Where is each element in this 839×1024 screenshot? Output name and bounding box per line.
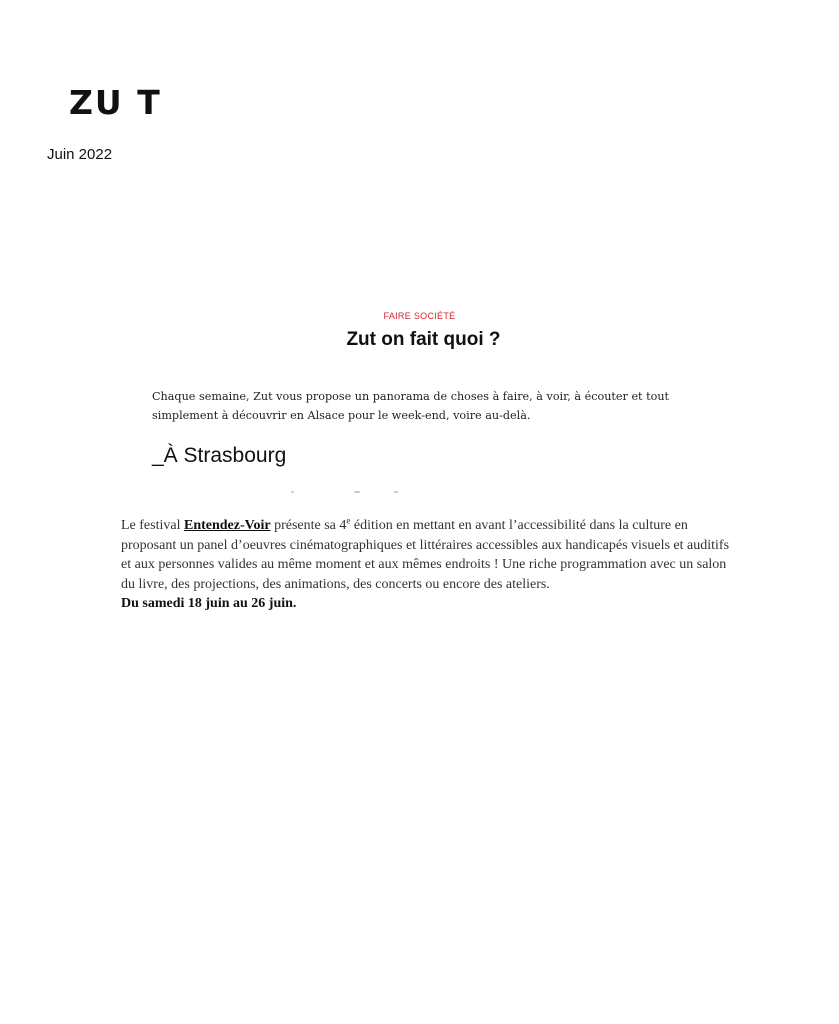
body-text-edition: présente sa 4 — [270, 518, 347, 533]
issue-date: Juin 2022 — [47, 146, 113, 163]
article-category[interactable]: FAIRE SOCIÉTÉ — [383, 311, 456, 321]
article-intro: Chaque semaine, Zut vous propose un panorama de choses à faire, à voir, à écouter et tout simplement à découvrir en Alsace pour le week-end, voire au-delà. — [152, 390, 670, 422]
image-placeholder-fragment — [394, 491, 398, 493]
body-text-start: Le festival — [121, 518, 184, 533]
festival-dates: Du samedi 18 juin au 26 juin. — [121, 596, 297, 611]
body-text-rest: édition en mettant en avant l’accessibilité dans la culture en proposant un panel d’oeuvres cinématographiques et littéraires accessibles aux handicapés visuels et auditifs et aux personnes valides au même moment et aux mêmes endroits ! Une riche programmation avec un salon du livre, des projections, des animations, des concerts ou encore des ateliers. — [121, 518, 730, 592]
zut-logo: ZU T — [69, 83, 162, 122]
entendez-voir-link[interactable]: Entendez-Voir — [183, 518, 271, 533]
image-placeholder-fragment — [291, 491, 294, 493]
section-heading-strasbourg: _À Strasbourg — [152, 444, 287, 467]
ordinal-suffix: e — [346, 515, 351, 526]
image-placeholder-fragment — [354, 491, 360, 493]
article-title: Zut on fait quoi ? — [346, 329, 501, 350]
article-body — [121, 516, 731, 614]
